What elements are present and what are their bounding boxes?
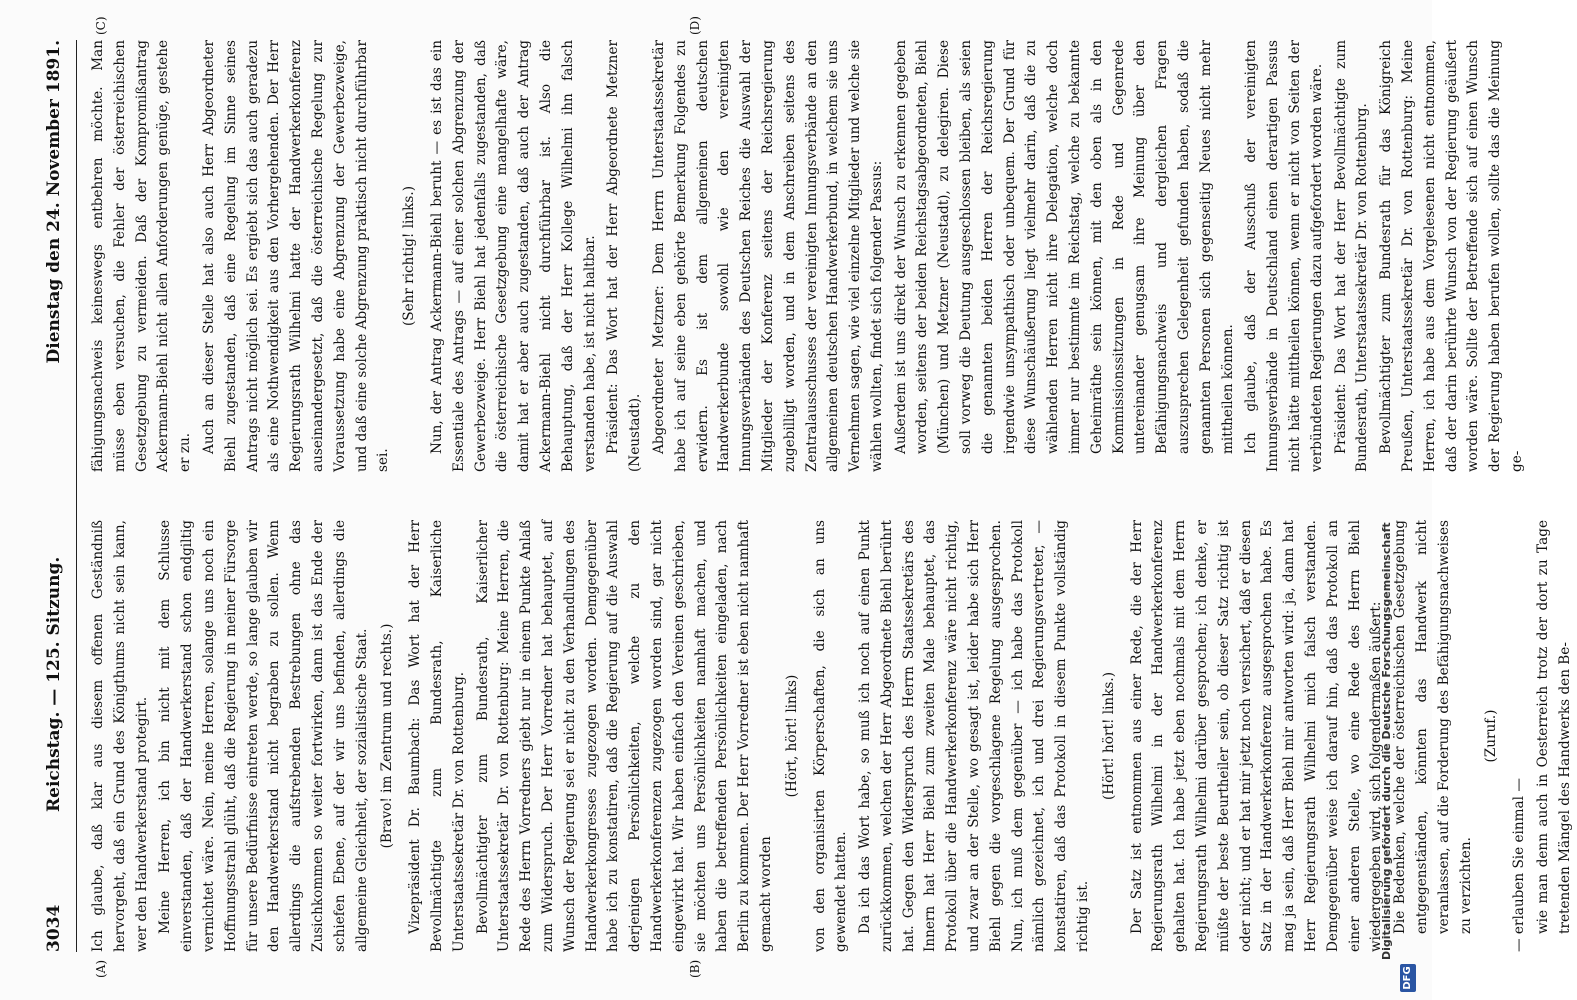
paragraph: Nun, der Antrag Ackermann-Biehl beruht — es ist das ein Essentiale des Antrags — auf einer solchen Abgrenzung der Gewerbezweige. Herr Biehl hat jedenfalls zugestanden, daß die österreichische Gesetzgebung eine mangelhafte wäre, damit hat er aber auch zugestanden, daß auch der Antrag Ackermann-Biehl nicht durchführbar ist. Also die Behauptung, daß der Herr Kollege Wilhelmi ihn falsch verstanden habe, ist nicht haltbar. [428, 40, 598, 472]
interjection: (Zuruf.) [1483, 709, 1500, 763]
session-date: Dienstag den 24. November 1891. [44, 40, 64, 364]
paragraph: von den organisirten Körperschaften, die sich an uns gewendet hatten. [811, 520, 850, 952]
paragraph: Präsident: Das Wort hat der Herr Abgeordnete Metzner (Neustadt). [605, 40, 644, 472]
interjection: (Hört! hört! links.) [1100, 671, 1117, 801]
interjection: (Hört, hört! links) [783, 674, 800, 798]
interjection: (Sehr richtig! links.) [401, 185, 418, 327]
paragraph: Außerdem ist uns direkt der Wunsch zu erkennen gegeben worden, seitens der beiden Reichstagsabgeordneten, Biehl (München) und Metzner (Neustadt), zu delegiren. Diese soll vorweg die Deutung ausgeschlossen bleiben, als seien die genannten beiden Herren der Reichsregierung irgendwie unsympathisch oder unbequem. Der Grund für diese Wunschäußerung liegt vielmehr darin, daß die zu wählenden Herren nicht ihre Delegation, welche doch immer nur bestimmte im Reichstag, welche zu bekannte Geheimräthe sein können, mit den oben als in den Kommissionssitzungen in Rede und Gegenrede untereinander genugsam ihre Meinung über den Befähigungsnachweis und dergleichen Fragen auszusprechen Gelegenheit gefunden haben, sodaß die genannten Personen sich gegenseitig Neues nicht mehr mittheilen können. [892, 40, 1236, 454]
right-column [88, 40, 1525, 472]
paragraph: Der Satz ist entnommen aus einer Rede, die der Herr Regierungsrath Wilhelmi in der Handwerkerkonferenz gehalten hat. Ich habe jetzt eben nochmals mit dem Herrn Regierungsrath Wilhelmi darüber gesprochen; ich denke, er müßte der beste Beurtheiler sein, ob dieser Satz richtig ist oder nicht; und er hat mir jetzt noch versichert, daß er diesen Satz in der Handwerkerkonferenz ausgesprochen habe. Es mag ja sein, daß Herr Biehl mir antworten wird: ja, dann hat Herr Regierungsrath Wilhelmi mich falsch verstanden. Demgegenüber weise ich darauf hin, daß das Protokoll an einer anderen Stelle, wo eine Rede des Herrn Biehl wiedergegeben wird, sich folgendermaßen äußert: [1128, 520, 1385, 952]
paragraph: Ich glaube, daß der Ausschuß der vereinigten Innungsverbände in Deutschland einen derartigen Passus nicht hätte mittheilen können, wenn er nicht von Seiten der verbündeten Regierungen dazu aufgefordert worden wäre. [1243, 40, 1325, 472]
header-rule [76, 40, 77, 952]
paragraph: wie man denn auch in Oesterreich trotz der dort zu Tage tretenden Mängel des Handwerks den Be- [1535, 520, 1573, 934]
dfg-logo: DFG [1400, 964, 1416, 992]
paragraph: Da ich das Wort habe, so muß ich noch auf einen Punkt zurückkommen, welchen der Herr Abgeordnete Biehl berührt hat. Gegen den Widerspruch des Herrn Staatssekretärs des Innern hat Herr Biehl zum zweiten Male behauptet, das Protokoll über die Handwerkerkonferenz wäre nicht richtig, und zwar an der Stelle, wo gesagt ist, leider habe sich Herr Biehl gegen die vorgeschlagene Regelung ausgesprochen. Nun, ich muß dem gegenüber — ich habe das Protokoll nämlich gezeichnet, ich und drei Regierungsvertreter, — konstatiren, daß das Protokoll in diesem Punkte vollständig richtig ist. [857, 520, 1092, 952]
paragraph: Die Bedenken, welche der österreichischen Gesetzgebung entgegenständen, könnten das Handwerk nicht veranlassen, auf die Forderung des Befähigungsnachweises zu verzichten. [1392, 520, 1474, 934]
margin-marker-a: (A) [94, 959, 108, 978]
paragraph: Meine Herren, ich bin nicht mit dem Schlusse einverstanden, daß der Handwerkerstand schon endgiltig vernichtet wäre. Nein, meine Herren, solange uns noch ein Hoffnungsstrahl glüht, daß die Regierung in meiner Fürsorge für unsere Bedürfnisse eintreten werde, so lange glauben wir den Handwerkerstand nicht begraben zu sollen. Wenn allerdings die aufstrebenden Bestrebungen ohne das Zusichkommen so weiter fortwirken, dann ist das Ende der schiefen Ebene, auf der wir uns befinden, allerdings die allgemeine Gleichheit, der sozialistische Staat. [157, 520, 370, 952]
paragraph: fähigungsnachweis keineswegs entbehren möchte. Man müsse eben versuchen, die Fehler der österreichischen Gesetzgebung zu vermeiden. Daß der Kompromißantrag Ackermann-Biehl nicht allen Anforderungen genüge, gestehe er zu. [90, 40, 194, 472]
interjection: (Bravo! im Zentrum und rechts.) [379, 623, 396, 849]
margin-marker-b: (B) [688, 959, 702, 978]
paragraph: Präsident: Das Wort hat der Herr Bevollmächtigte zum Bundesrath, Unterstaatssekretär Dr. von Rottenburg. [1332, 40, 1371, 472]
paragraph: Auch an dieser Stelle hat also auch Herr Abgeordneter Biehl zugestanden, daß eine Regelung im Sinne seines Antrags nicht möglich sei. Es ergiebt sich das auch geradezu als eine Nothwendigkeit aus den Vorhergehenden. Der Herr Regierungsrath Wilhelmi hatte der Handwerkerkonferenz auseinandergesetzt, daß die österreichische Regelung zur Voraussetzung habe eine Abgrenzung der Gewerbezweige, und daß eine solche Abgrenzung praktisch nicht durchführbar sei. [200, 40, 392, 472]
paragraph: — erlauben Sie einmal — [1511, 778, 1528, 952]
session-title: Reichstag. — 125. Sitzung. [44, 556, 64, 812]
page-header [44, 40, 72, 952]
digitization-note: Digitalisierung gefördert durch die Deutsche Forschungsgemeinschaft [1380, 522, 1393, 960]
margin-marker-c: (C) [94, 16, 108, 35]
paragraph: Ich glaube, daß klar aus diesem offenen Geständniß hervorgeht, daß ein Grund des Königthums nicht sein kann, wer den Handwerkerstand protegirt. [90, 520, 150, 952]
paragraph: Bevollmächtigter zum Bundesrath, Kaiserlicher Unterstaatssekretär Dr. von Rottenburg: Meine Herren, die Rede des Herrn Vorredners giebt nur in einem Punkte Anlaß zum Widerspruch. Der Herr Vorredner hat behauptet, auf Wunsch der Regierung sei er nicht zu den Verhandlungen des Handwerkerkongresses zugezogen worden. Demgegenüber habe ich zu konstatiren, daß die Regierung auf die Auswahl derjenigen Persönlichkeiten, welche zu den Handwerkerkonferenzen zugezogen worden sind, gar nicht eingewirkt hat. Wir haben einfach den Vereinen geschrieben, sie möchten uns Persönlichkeiten namhaft machen, und haben die betreffenden Persönlichkeiten eingeladen, nach Berlin zu kommen. Der Herr Vorredner ist eben nicht namhaft gemacht worden [474, 520, 774, 952]
margin-marker-d: (D) [688, 16, 702, 35]
paragraph: Bevollmächtigter zum Bundesrath für das Königreich Preußen, Unterstaatssekretär Dr. von Rottenburg: Meine Herren, ich habe aus dem Vorgelesenen nicht entnommen, daß der darin berührte Wunsch von der Regierung geäußert worden wäre. Sollte der Betreffende sich auf einen Wunsch der Regierung haben berufen wollen, sollte das die Meinung ge- [1378, 40, 1525, 472]
page-number: 3034 [44, 904, 64, 952]
paragraph: Abgeordneter Metzner: Dem Herrn Unterstaatssekretär habe ich auf seine eben gehörte Bemerkung Folgendes zu erwidern. Es ist dem allgemeinen deutschen Handwerkerbunde sowohl wie den vereinigten Innungsverbänden des Deutschen Reiches die Auswahl der Mitglieder der Konferenz seitens der Reichsregierung zugebilligt worden, und in dem Anschreiben seitens des Zentralausschusses der vereinigten Innungsverbände an den allgemeinen deutschen Handwerkerbund, in welchem sie uns Vernehmen sagen, wie viel einzelne Mitglieder und welche sie wählen wollten, findet sich folgender Passus: [650, 40, 885, 472]
paragraph: Vizepräsident Dr. Baumbach: Das Wort hat der Herr Bevollmächtigte zum Bundesrath, Kaiserliche Unterstaatssekretär Dr. von Rottenburg. [407, 520, 467, 952]
